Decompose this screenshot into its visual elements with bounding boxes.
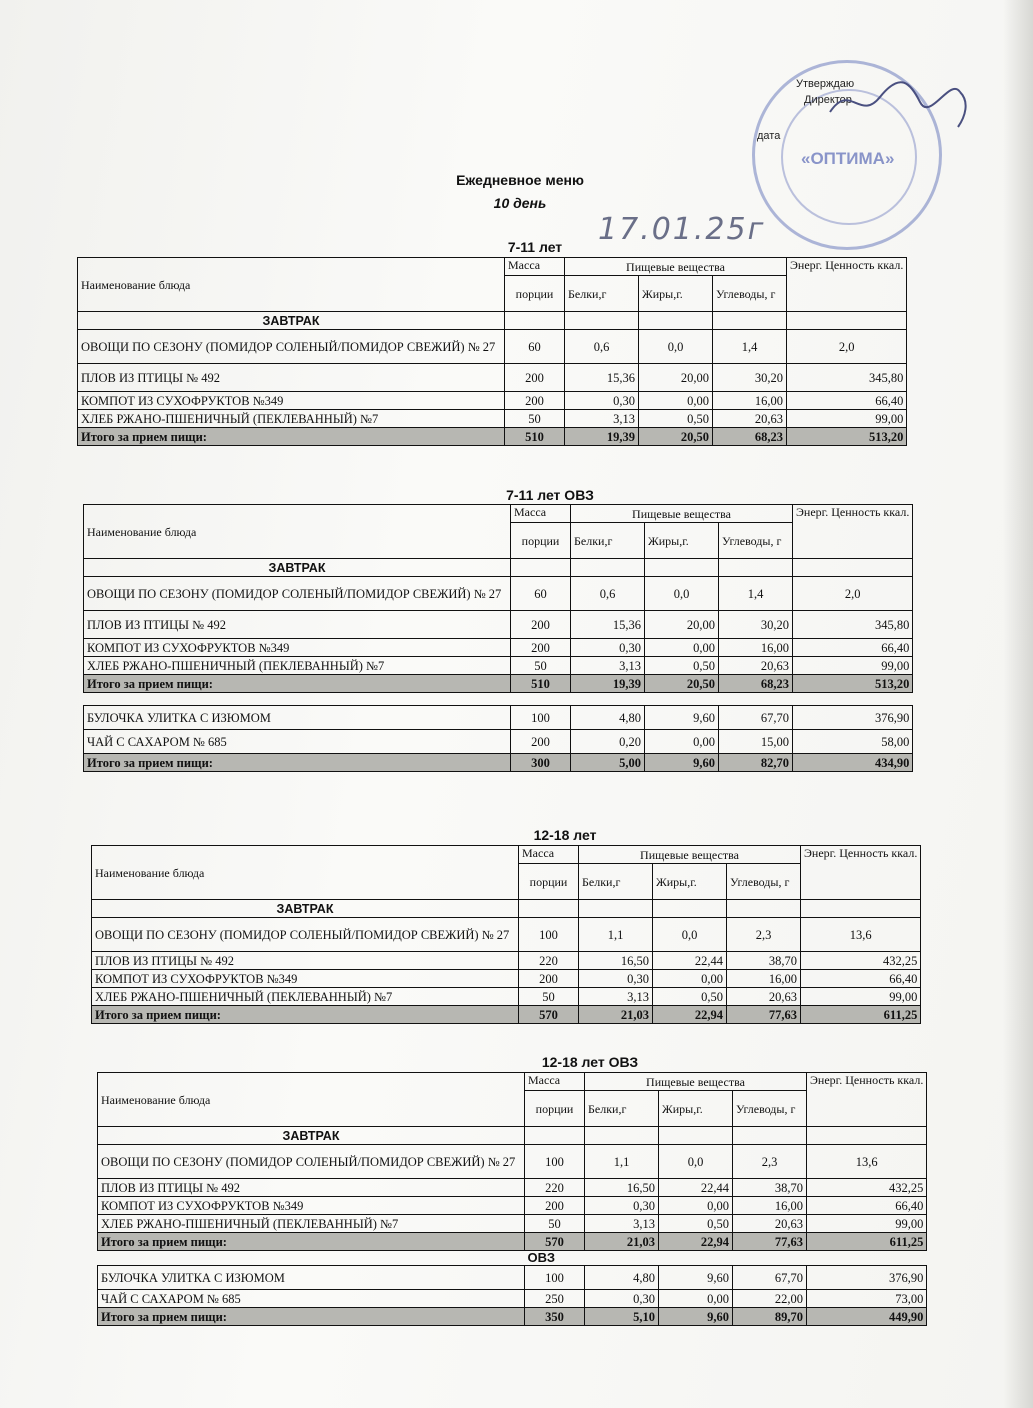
- dish-fat: 20,00: [645, 611, 719, 639]
- meal-label: ЗАВТРАК: [92, 900, 519, 918]
- dish-mass: 50: [525, 1215, 585, 1233]
- dish-carbs: 20,63: [727, 988, 801, 1006]
- dish-name: КОМПОТ ИЗ СУХОФРУКТОВ №349: [92, 970, 519, 988]
- dish-fat: 20,00: [639, 364, 713, 392]
- table-row: [98, 1290, 927, 1308]
- dish-protein: 1,1: [579, 918, 653, 952]
- director-signature: [820, 72, 980, 142]
- col-mass-header: Масса: [511, 505, 571, 523]
- dish-mass: 60: [505, 330, 565, 364]
- dish-energy: 58,00: [793, 730, 913, 754]
- table-row: [84, 611, 913, 639]
- dish-energy: 2,0: [793, 577, 913, 611]
- total-row: [98, 1233, 927, 1251]
- dish-carbs: 67,70: [733, 1266, 807, 1290]
- col-nutrients-header: Пищевые вещества: [585, 1073, 807, 1091]
- dish-fat: 22,44: [653, 952, 727, 970]
- col-mass-sub: порции: [519, 864, 579, 900]
- col-protein-header: Белки,г: [565, 276, 639, 312]
- dish-energy: 13,6: [807, 1145, 927, 1179]
- table-row: [78, 330, 907, 364]
- dish-energy: 345,80: [793, 611, 913, 639]
- page-edge-shadow: [1003, 0, 1033, 1408]
- dish-carbs: 1,4: [713, 330, 787, 364]
- dish-mass: 50: [511, 657, 571, 675]
- dish-name: БУЛОЧКА УЛИТКА С ИЗЮМОМ: [98, 1266, 525, 1290]
- dish-fat: 0,0: [645, 577, 719, 611]
- table-row: [84, 706, 913, 730]
- table-row: [78, 392, 907, 410]
- dish-protein: 3,13: [565, 410, 639, 428]
- dish-carbs: 20,63: [719, 657, 793, 675]
- dish-carbs: 16,00: [719, 639, 793, 657]
- dish-carbs: 15,00: [719, 730, 793, 754]
- dish-energy: 99,00: [801, 988, 921, 1006]
- table-header-row: [98, 1073, 927, 1091]
- total-energy: 611,25: [801, 1006, 921, 1024]
- col-protein-header: Белки,г: [579, 864, 653, 900]
- section-title-12-18-ovz: 12-18 лет ОВЗ: [541, 1054, 639, 1070]
- stamp-name: «ОПТИМА»: [801, 149, 895, 168]
- dish-fat: 0,00: [639, 392, 713, 410]
- dish-energy: 73,00: [807, 1290, 927, 1308]
- dish-protein: 0,30: [585, 1197, 659, 1215]
- total-carbs: 82,70: [719, 754, 793, 772]
- dish-name: ЧАЙ С САХАРОМ № 685: [84, 730, 511, 754]
- total-carbs: 77,63: [733, 1233, 807, 1251]
- table-row: [78, 364, 907, 392]
- dish-mass: 50: [505, 410, 565, 428]
- dish-mass: 100: [511, 706, 571, 730]
- col-name-header: Наименование блюда: [78, 258, 505, 312]
- col-mass-header: Масса: [525, 1073, 585, 1091]
- table-row: [84, 730, 913, 754]
- menu-table-12-18: [91, 845, 921, 1024]
- col-mass-sub: порции: [511, 523, 571, 559]
- col-energy-header: Энерг. Ценность ккал.: [793, 505, 913, 559]
- table-row: [98, 1197, 927, 1215]
- table-row: [98, 1145, 927, 1179]
- dish-fat: 0,50: [659, 1215, 733, 1233]
- col-energy-header: Энерг. Ценность ккал.: [807, 1073, 927, 1127]
- dish-carbs: 22,00: [733, 1290, 807, 1308]
- handwritten-date: 17.01.25г: [598, 212, 766, 247]
- dish-energy: 13,6: [801, 918, 921, 952]
- total-energy: 449,90: [807, 1308, 927, 1326]
- dish-fat: 0,00: [659, 1290, 733, 1308]
- dish-energy: 99,00: [793, 657, 913, 675]
- dish-name: ПЛОВ ИЗ ПТИЦЫ № 492: [98, 1179, 525, 1197]
- dish-protein: 0,30: [579, 970, 653, 988]
- dish-energy: 66,40: [807, 1197, 927, 1215]
- dish-name: ХЛЕБ РЖАНО-ПШЕНИЧНЫЙ (ПЕКЛЕВАННЫЙ) №7: [98, 1215, 525, 1233]
- table-row: [98, 1215, 927, 1233]
- col-name-header: Наименование блюда: [98, 1073, 525, 1127]
- total-fat: 9,60: [659, 1308, 733, 1326]
- dish-energy: 345,80: [787, 364, 907, 392]
- total-energy: 513,20: [787, 428, 907, 446]
- dish-fat: 0,0: [659, 1145, 733, 1179]
- table-row: [78, 410, 907, 428]
- col-mass-sub: порции: [505, 276, 565, 312]
- dish-fat: 0,50: [653, 988, 727, 1006]
- dish-energy: 99,00: [807, 1215, 927, 1233]
- col-name-header: Наименование блюда: [92, 846, 519, 900]
- dish-mass: 200: [519, 970, 579, 988]
- dish-mass: 200: [511, 730, 571, 754]
- dish-name: ЧАЙ С САХАРОМ № 685: [98, 1290, 525, 1308]
- menu-table-7-11-ovz: [83, 504, 913, 772]
- dish-carbs: 20,63: [733, 1215, 807, 1233]
- total-label: Итого за прием пищи:: [98, 1233, 525, 1251]
- dish-protein: 4,80: [571, 706, 645, 730]
- col-energy-header: Энерг. Ценность ккал.: [787, 258, 907, 312]
- dish-carbs: 30,20: [719, 611, 793, 639]
- total-label: Итого за прием пищи:: [78, 428, 505, 446]
- dish-name: ОВОЩИ ПО СЕЗОНУ (ПОМИДОР СОЛЕНЫЙ/ПОМИДОР СВЕЖИЙ) № 27: [84, 577, 511, 611]
- col-protein-header: Белки,г: [585, 1091, 659, 1127]
- dish-name: КОМПОТ ИЗ СУХОФРУКТОВ №349: [78, 392, 505, 410]
- dish-name: БУЛОЧКА УЛИТКА С ИЗЮМОМ: [84, 706, 511, 730]
- col-mass-header: Масса: [519, 846, 579, 864]
- col-fat-header: Жиры,г.: [639, 276, 713, 312]
- dish-fat: 0,50: [639, 410, 713, 428]
- total-protein: 21,03: [585, 1233, 659, 1251]
- dish-mass: 60: [511, 577, 571, 611]
- spacer-row: [84, 693, 913, 706]
- total-row: [98, 1308, 927, 1326]
- dish-protein: 15,36: [571, 611, 645, 639]
- total-energy: 611,25: [807, 1233, 927, 1251]
- dish-carbs: 38,70: [727, 952, 801, 970]
- dish-protein: 15,36: [565, 364, 639, 392]
- dish-name: ОВОЩИ ПО СЕЗОНУ (ПОМИДОР СОЛЕНЫЙ/ПОМИДОР СВЕЖИЙ) № 27: [78, 330, 505, 364]
- total-row: [92, 1006, 921, 1024]
- meal-row: [84, 559, 913, 577]
- table-row: [92, 970, 921, 988]
- total-protein: 21,03: [579, 1006, 653, 1024]
- table-row: [98, 1179, 927, 1197]
- dish-name: ОВОЩИ ПО СЕЗОНУ (ПОМИДОР СОЛЕНЫЙ/ПОМИДОР СВЕЖИЙ) № 27: [98, 1145, 525, 1179]
- dish-mass: 220: [525, 1179, 585, 1197]
- total-carbs: 68,23: [719, 675, 793, 693]
- total-carbs: 68,23: [713, 428, 787, 446]
- table-row: [84, 639, 913, 657]
- dish-fat: 22,44: [659, 1179, 733, 1197]
- col-carbs-header: Углеводы, г: [719, 523, 793, 559]
- approval-line-2: Директор: [804, 94, 852, 106]
- section-title-7-11-ovz: 7-11 лет ОВЗ: [506, 487, 594, 503]
- dish-protein: 3,13: [571, 657, 645, 675]
- table-row: [98, 1266, 927, 1290]
- dish-carbs: 1,4: [719, 577, 793, 611]
- total-mass: 510: [511, 675, 571, 693]
- dish-mass: 50: [519, 988, 579, 1006]
- col-fat-header: Жиры,г.: [645, 523, 719, 559]
- dish-fat: 0,00: [659, 1197, 733, 1215]
- col-carbs-header: Углеводы, г: [713, 276, 787, 312]
- col-name-header: Наименование блюда: [84, 505, 511, 559]
- dish-name: ПЛОВ ИЗ ПТИЦЫ № 492: [92, 952, 519, 970]
- dish-protein: 0,6: [565, 330, 639, 364]
- dish-mass: 200: [505, 392, 565, 410]
- dish-fat: 0,0: [639, 330, 713, 364]
- total-mass: 300: [511, 754, 571, 772]
- total-fat: 20,50: [639, 428, 713, 446]
- meal-row: [92, 900, 921, 918]
- total-carbs: 77,63: [727, 1006, 801, 1024]
- dish-energy: 66,40: [793, 639, 913, 657]
- dish-mass: 100: [519, 918, 579, 952]
- total-row: [84, 754, 913, 772]
- section-title-12-18: 12-18 лет: [533, 827, 597, 843]
- dish-energy: 432,25: [801, 952, 921, 970]
- dish-protein: 4,80: [585, 1266, 659, 1290]
- approval-line-1: Утверждаю: [796, 78, 855, 90]
- dish-carbs: 20,63: [713, 410, 787, 428]
- dish-protein: 16,50: [585, 1179, 659, 1197]
- approval-date-label: дата: [757, 130, 781, 142]
- col-energy-header: Энерг. Ценность ккал.: [801, 846, 921, 900]
- table-row: [84, 577, 913, 611]
- dish-mass: 200: [511, 611, 571, 639]
- col-fat-header: Жиры,г.: [659, 1091, 733, 1127]
- total-label: Итого за прием пищи:: [98, 1308, 525, 1326]
- dish-fat: 0,00: [645, 730, 719, 754]
- dish-protein: 16,50: [579, 952, 653, 970]
- total-label: Итого за прием пищи:: [92, 1006, 519, 1024]
- total-energy: 513,20: [793, 675, 913, 693]
- dish-fat: 0,50: [645, 657, 719, 675]
- dish-mass: 100: [525, 1266, 585, 1290]
- dish-protein: 0,30: [585, 1290, 659, 1308]
- table-header-row: [92, 846, 921, 864]
- dish-fat: 9,60: [659, 1266, 733, 1290]
- col-protein-header: Белки,г: [571, 523, 645, 559]
- menu-table-12-18-ovz: [97, 1072, 927, 1326]
- total-row: [84, 675, 913, 693]
- meal-row: [98, 1127, 927, 1145]
- dish-name: ХЛЕБ РЖАНО-ПШЕНИЧНЫЙ (ПЕКЛЕВАННЫЙ) №7: [92, 988, 519, 1006]
- dish-mass: 200: [505, 364, 565, 392]
- total-mass: 570: [525, 1233, 585, 1251]
- dish-carbs: 67,70: [719, 706, 793, 730]
- total-protein: 19,39: [571, 675, 645, 693]
- table-row: [92, 918, 921, 952]
- col-mass-sub: порции: [525, 1091, 585, 1127]
- dish-energy: 99,00: [787, 410, 907, 428]
- spacer-row: [98, 1251, 927, 1266]
- total-row: [78, 428, 907, 446]
- dish-name: ХЛЕБ РЖАНО-ПШЕНИЧНЫЙ (ПЕКЛЕВАННЫЙ) №7: [78, 410, 505, 428]
- dish-protein: 0,30: [571, 639, 645, 657]
- dish-name: КОМПОТ ИЗ СУХОФРУКТОВ №349: [84, 639, 511, 657]
- meal-label: ЗАВТРАК: [78, 312, 505, 330]
- dish-mass: 250: [525, 1290, 585, 1308]
- dish-mass: 220: [519, 952, 579, 970]
- total-fat: 20,50: [645, 675, 719, 693]
- table-header-row: [78, 258, 907, 276]
- col-nutrients-header: Пищевые вещества: [571, 505, 793, 523]
- dish-carbs: 16,00: [733, 1197, 807, 1215]
- dish-protein: 3,13: [585, 1215, 659, 1233]
- extra-section-title: ОВЗ: [527, 1250, 555, 1265]
- total-mass: 510: [505, 428, 565, 446]
- total-fat: 22,94: [659, 1233, 733, 1251]
- total-label: Итого за прием пищи:: [84, 754, 511, 772]
- col-carbs-header: Углеводы, г: [727, 864, 801, 900]
- total-energy: 434,90: [793, 754, 913, 772]
- dish-energy: 66,40: [787, 392, 907, 410]
- total-label: Итого за прием пищи:: [84, 675, 511, 693]
- dish-fat: 0,00: [653, 970, 727, 988]
- dish-fat: 9,60: [645, 706, 719, 730]
- dish-energy: 2,0: [787, 330, 907, 364]
- dish-carbs: 16,00: [727, 970, 801, 988]
- dish-protein: 0,30: [565, 392, 639, 410]
- dish-carbs: 2,3: [727, 918, 801, 952]
- dish-fat: 0,00: [645, 639, 719, 657]
- col-fat-header: Жиры,г.: [653, 864, 727, 900]
- dish-mass: 100: [525, 1145, 585, 1179]
- dish-protein: 3,13: [579, 988, 653, 1006]
- col-carbs-header: Углеводы, г: [733, 1091, 807, 1127]
- dish-protein: 1,1: [585, 1145, 659, 1179]
- table-row: [92, 988, 921, 1006]
- dish-energy: 432,25: [807, 1179, 927, 1197]
- table-header-row: [84, 505, 913, 523]
- table-row: [92, 952, 921, 970]
- page-title: Ежедневное меню: [456, 172, 584, 188]
- dish-energy: 376,90: [807, 1266, 927, 1290]
- section-title-7-11: 7-11 лет: [507, 239, 563, 255]
- dish-protein: 0,6: [571, 577, 645, 611]
- total-fat: 9,60: [645, 754, 719, 772]
- table-row: [84, 657, 913, 675]
- total-mass: 350: [525, 1308, 585, 1326]
- meal-label: ЗАВТРАК: [84, 559, 511, 577]
- total-fat: 22,94: [653, 1006, 727, 1024]
- dish-protein: 0,20: [571, 730, 645, 754]
- total-protein: 19,39: [565, 428, 639, 446]
- dish-carbs: 16,00: [713, 392, 787, 410]
- dish-mass: 200: [525, 1197, 585, 1215]
- dish-carbs: 38,70: [733, 1179, 807, 1197]
- total-protein: 5,10: [585, 1308, 659, 1326]
- col-mass-header: Масса: [505, 258, 565, 276]
- col-nutrients-header: Пищевые вещества: [579, 846, 801, 864]
- col-nutrients-header: Пищевые вещества: [565, 258, 787, 276]
- total-mass: 570: [519, 1006, 579, 1024]
- dish-name: ОВОЩИ ПО СЕЗОНУ (ПОМИДОР СОЛЕНЫЙ/ПОМИДОР СВЕЖИЙ) № 27: [92, 918, 519, 952]
- dish-name: КОМПОТ ИЗ СУХОФРУКТОВ №349: [98, 1197, 525, 1215]
- dish-name: ХЛЕБ РЖАНО-ПШЕНИЧНЫЙ (ПЕКЛЕВАННЫЙ) №7: [84, 657, 511, 675]
- dish-name: ПЛОВ ИЗ ПТИЦЫ № 492: [84, 611, 511, 639]
- dish-mass: 200: [511, 639, 571, 657]
- meal-label: ЗАВТРАК: [98, 1127, 525, 1145]
- dish-fat: 0,0: [653, 918, 727, 952]
- page-subtitle-day: 10 день: [493, 195, 547, 211]
- total-protein: 5,00: [571, 754, 645, 772]
- dish-name: ПЛОВ ИЗ ПТИЦЫ № 492: [78, 364, 505, 392]
- total-carbs: 89,70: [733, 1308, 807, 1326]
- menu-table-7-11: [77, 257, 907, 446]
- dish-energy: 66,40: [801, 970, 921, 988]
- dish-energy: 376,90: [793, 706, 913, 730]
- dish-carbs: 2,3: [733, 1145, 807, 1179]
- meal-row: [78, 312, 907, 330]
- dish-carbs: 30,20: [713, 364, 787, 392]
